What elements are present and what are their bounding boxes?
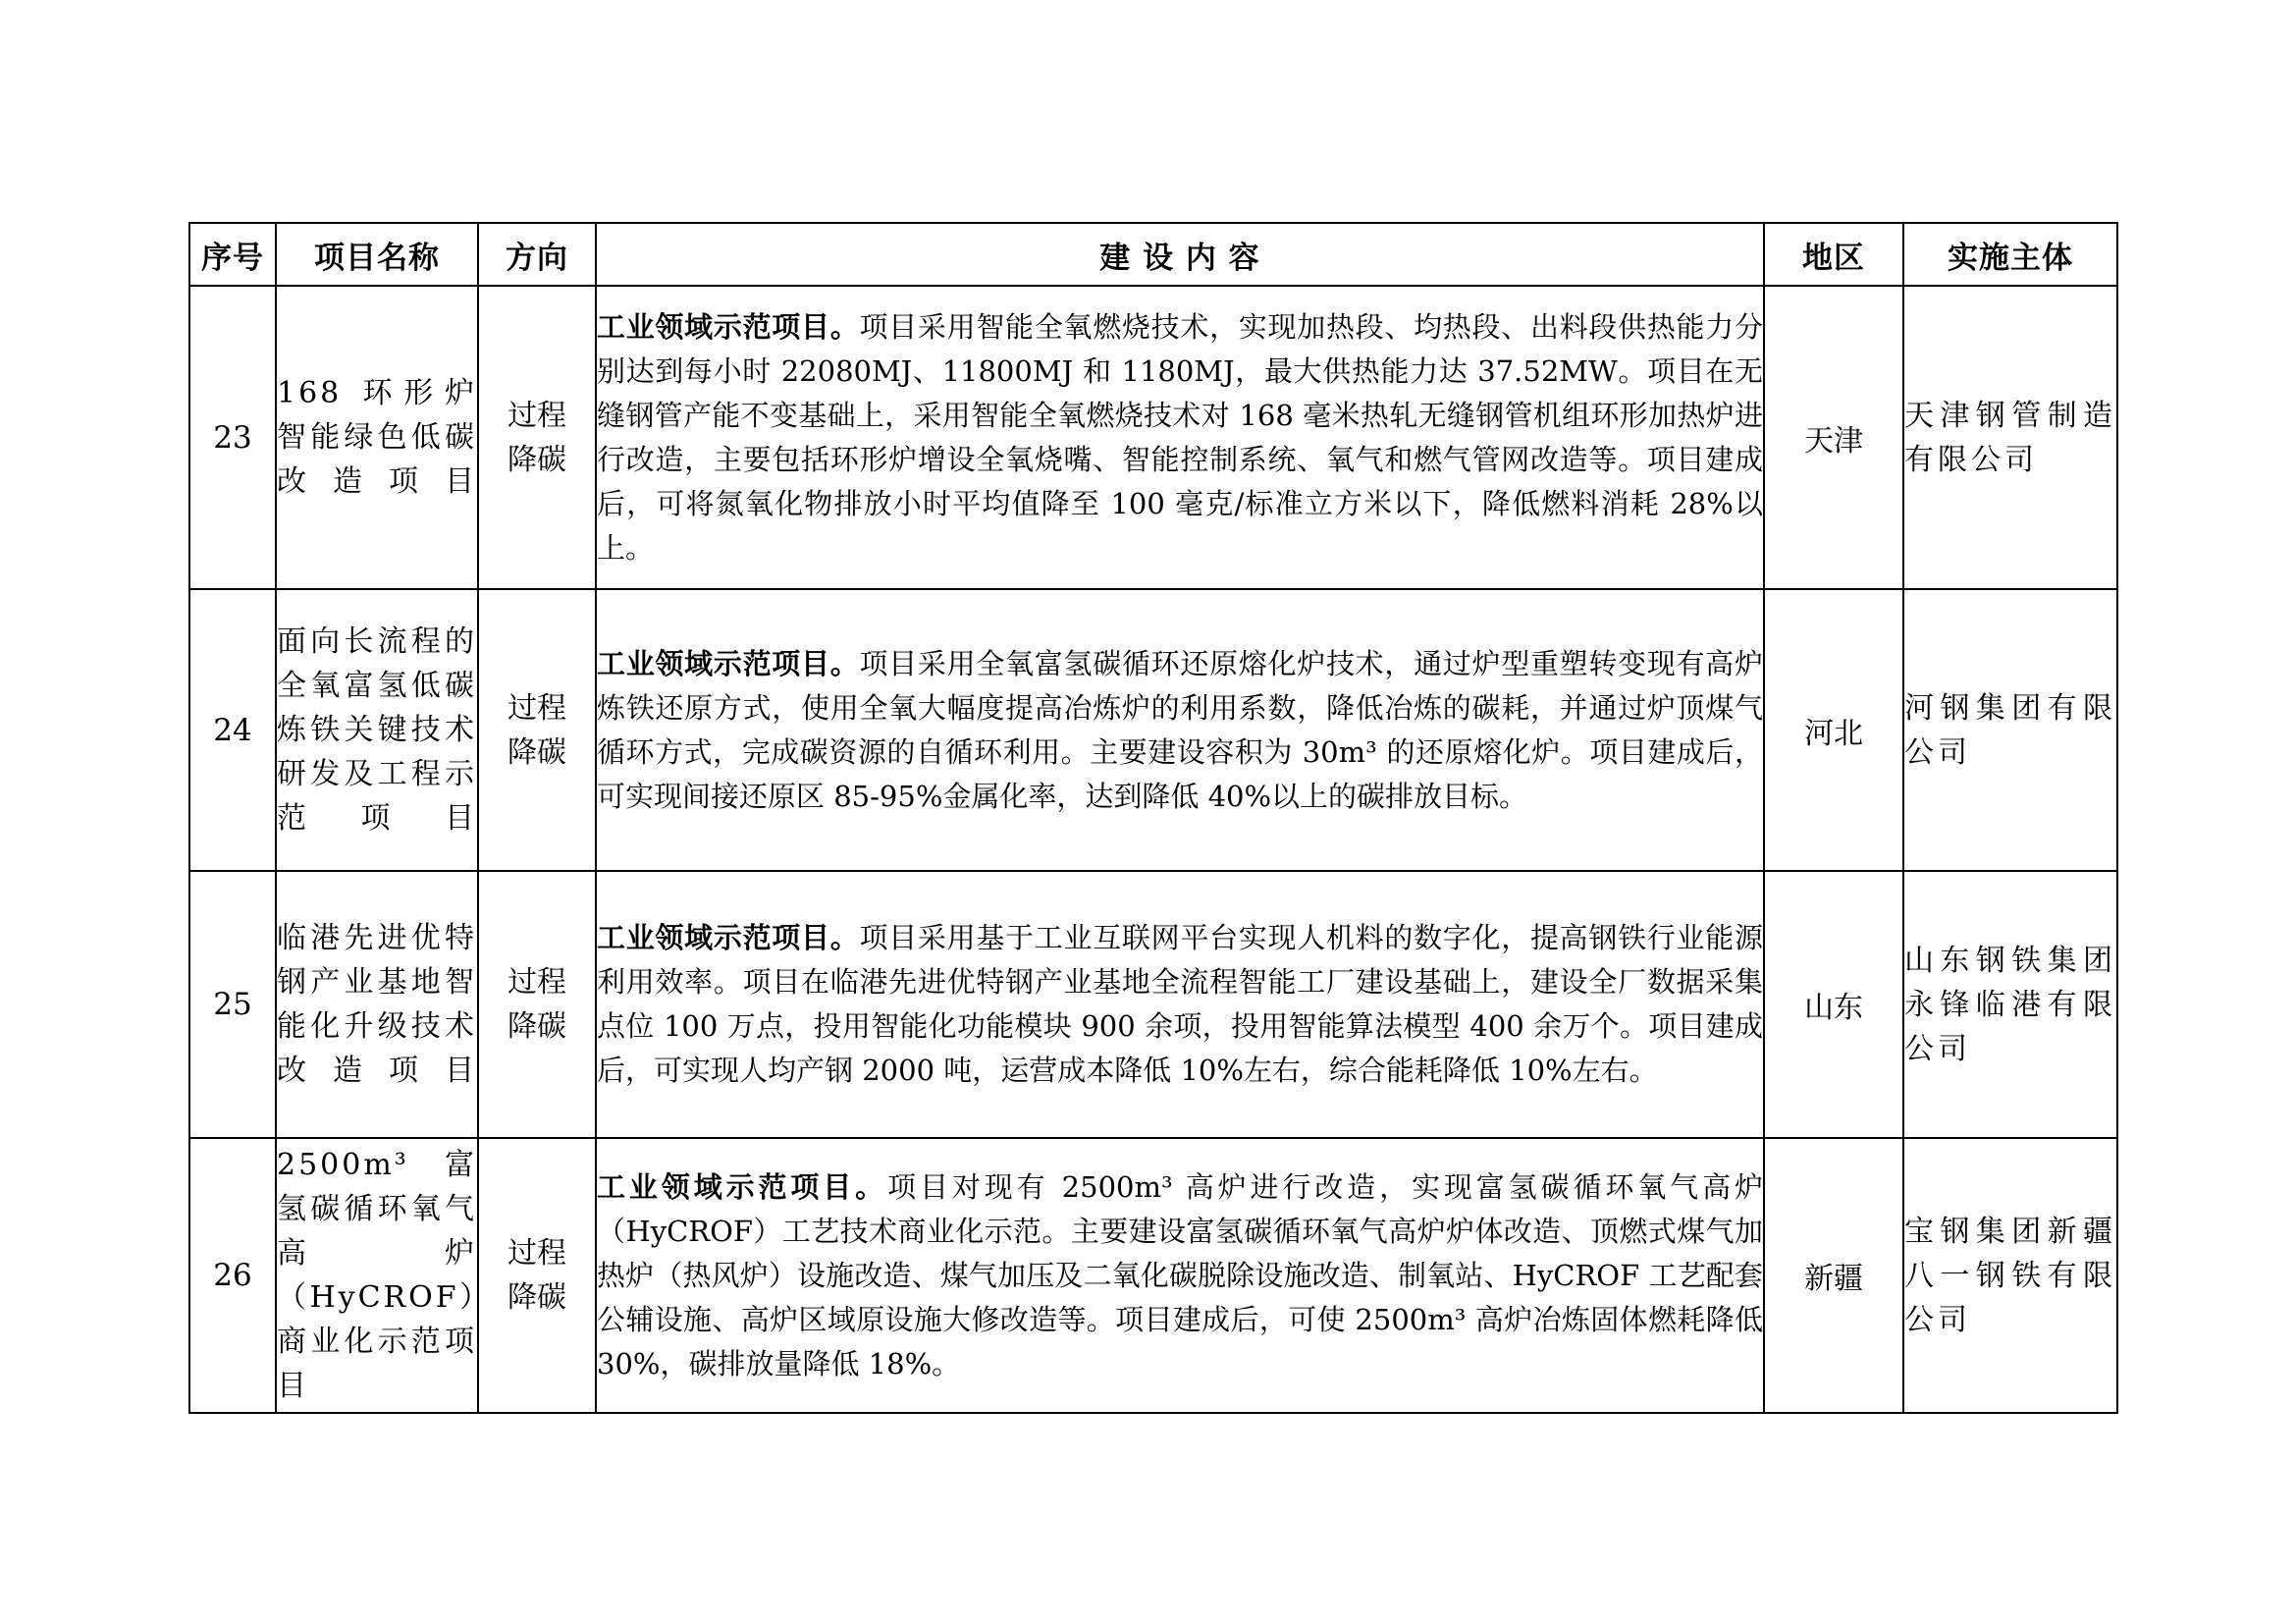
header-direction: 方向 bbox=[478, 223, 596, 286]
direction-text: 过程降碳 bbox=[507, 690, 566, 770]
project-name-text: 面向长流程的全氧富氢低碳炼铁关键技术研发及工程示范项目 bbox=[277, 624, 477, 836]
table-row bbox=[189, 589, 2117, 871]
construction-content bbox=[596, 1138, 1764, 1413]
project-table bbox=[188, 222, 2118, 1414]
row-num: 25 bbox=[189, 871, 276, 1138]
region: 天津 bbox=[1764, 286, 1903, 589]
direction bbox=[478, 589, 596, 871]
content-lead: 工业领域示范项目。 bbox=[597, 646, 860, 680]
project-name bbox=[276, 286, 478, 589]
table-row bbox=[189, 286, 2117, 589]
header-name: 项目名称 bbox=[276, 223, 478, 286]
direction bbox=[478, 1138, 596, 1413]
construction-content bbox=[596, 871, 1764, 1138]
direction bbox=[478, 286, 596, 589]
construction-content bbox=[596, 286, 1764, 589]
implementing-entity bbox=[1903, 589, 2117, 871]
header-content: 建 设 内 容 bbox=[596, 223, 1764, 286]
project-name-text: 临港先进优特钢产业基地智能化升级技术改造项目 bbox=[277, 921, 477, 1088]
entity-text: 天津钢管制造有限公司 bbox=[1904, 398, 2116, 477]
table-row bbox=[189, 871, 2117, 1138]
implementing-entity bbox=[1903, 1138, 2117, 1413]
region: 河北 bbox=[1764, 589, 1903, 871]
row-num: 23 bbox=[189, 286, 276, 589]
content-lead: 工业领域示范项目。 bbox=[597, 309, 860, 344]
content-text: 项目采用全氧富氢碳循环还原熔化炉技术，通过炉型重塑转变现有高炉炼铁还原方式，使用全氧大幅度提高冶炼炉的利用系数，降低冶炼的碳耗，并通过炉顶煤气循环方式，完成碳资源的自循环利用。主要建设容积为 30m³ 的还原熔化炉。项目建成后，可实现间接还原区 85-95%金属化率，达到降低 40%以上的碳排放目标。 bbox=[597, 646, 1763, 813]
content-text: 项目采用基于工业互联网平台实现人机料的数字化，提高钢铁行业能源利用效率。项目在临港先进优特钢产业基地全流程智能工厂建设基础上，建设全厂数据采集点位 100 万点，投用智能化功能模块 900 余项，投用智能算法模型 400 余万个。项目建成后，可实现人均产钢 2000 吨，运营成本降低 10%左右，综合能耗降低 10%左右。 bbox=[597, 921, 1763, 1087]
header-num: 序号 bbox=[189, 223, 276, 286]
construction-content bbox=[596, 589, 1764, 871]
region: 山东 bbox=[1764, 871, 1903, 1138]
row-num: 26 bbox=[189, 1138, 276, 1413]
direction bbox=[478, 871, 596, 1138]
content-text: 项目对现有 2500m³ 高炉进行改造，实现富氢碳循环氧气高炉（HyCROF）工艺技术商业化示范。主要建设富氢碳循环氧气高炉炉体改造、顶燃式煤气加热炉（热风炉）设施改造、煤气加压及二氧化碳脱除设施改造、制氧站、HyCROF 工艺配套公辅设施、高炉区域原设施大修改造等。项目建成后，可使 2500m³ 高炉冶炼固体燃耗降低 30%，碳排放量降低 18%。 bbox=[597, 1169, 1763, 1380]
content-lead: 工业领域示范项目。 bbox=[597, 1169, 888, 1204]
project-name bbox=[276, 589, 478, 871]
entity-text: 山东钢铁集团永锋临港有限公司 bbox=[1904, 943, 2116, 1066]
project-name-text: 2500m³ 富氢碳循环氧气高炉（HyCROF）商业化示范项目 bbox=[277, 1148, 477, 1403]
entity-text: 河钢集团有限公司 bbox=[1904, 690, 2116, 770]
project-name-text: 168 环形炉智能绿色低碳改造项目 bbox=[277, 376, 477, 499]
content-text: 项目采用智能全氧燃烧技术，实现加热段、均热段、出料段供热能力分别达到每小时 22080MJ、11800MJ 和 1180MJ，最大供热能力达 37.52MW。项目在无缝钢管产能不变基础上，采用智能全氧燃烧技术对 168 毫米热轧无缝钢管机组环形加热炉进行改造，主要包括环形炉增设全氧烧嘴、智能控制系统、氧气和燃气管网改造等。项目建成后，可将氮氧化物排放小时平均值降至 100 毫克/标准立方米以下，降低燃料消耗 28%以上。 bbox=[597, 309, 1763, 565]
header-region: 地区 bbox=[1764, 223, 1903, 286]
implementing-entity bbox=[1903, 286, 2117, 589]
direction-text: 过程降碳 bbox=[507, 965, 566, 1044]
table-row bbox=[189, 1138, 2117, 1413]
implementing-entity bbox=[1903, 871, 2117, 1138]
content-lead: 工业领域示范项目。 bbox=[597, 921, 860, 954]
header-entity: 实施主体 bbox=[1903, 223, 2117, 286]
entity-text: 宝钢集团新疆八一钢铁有限公司 bbox=[1904, 1214, 2116, 1337]
direction-text: 过程降碳 bbox=[507, 398, 566, 477]
project-name bbox=[276, 871, 478, 1138]
table-header-row bbox=[189, 223, 2117, 286]
row-num: 24 bbox=[189, 589, 276, 871]
direction-text: 过程降碳 bbox=[507, 1236, 566, 1315]
project-name bbox=[276, 1138, 478, 1413]
region: 新疆 bbox=[1764, 1138, 1903, 1413]
